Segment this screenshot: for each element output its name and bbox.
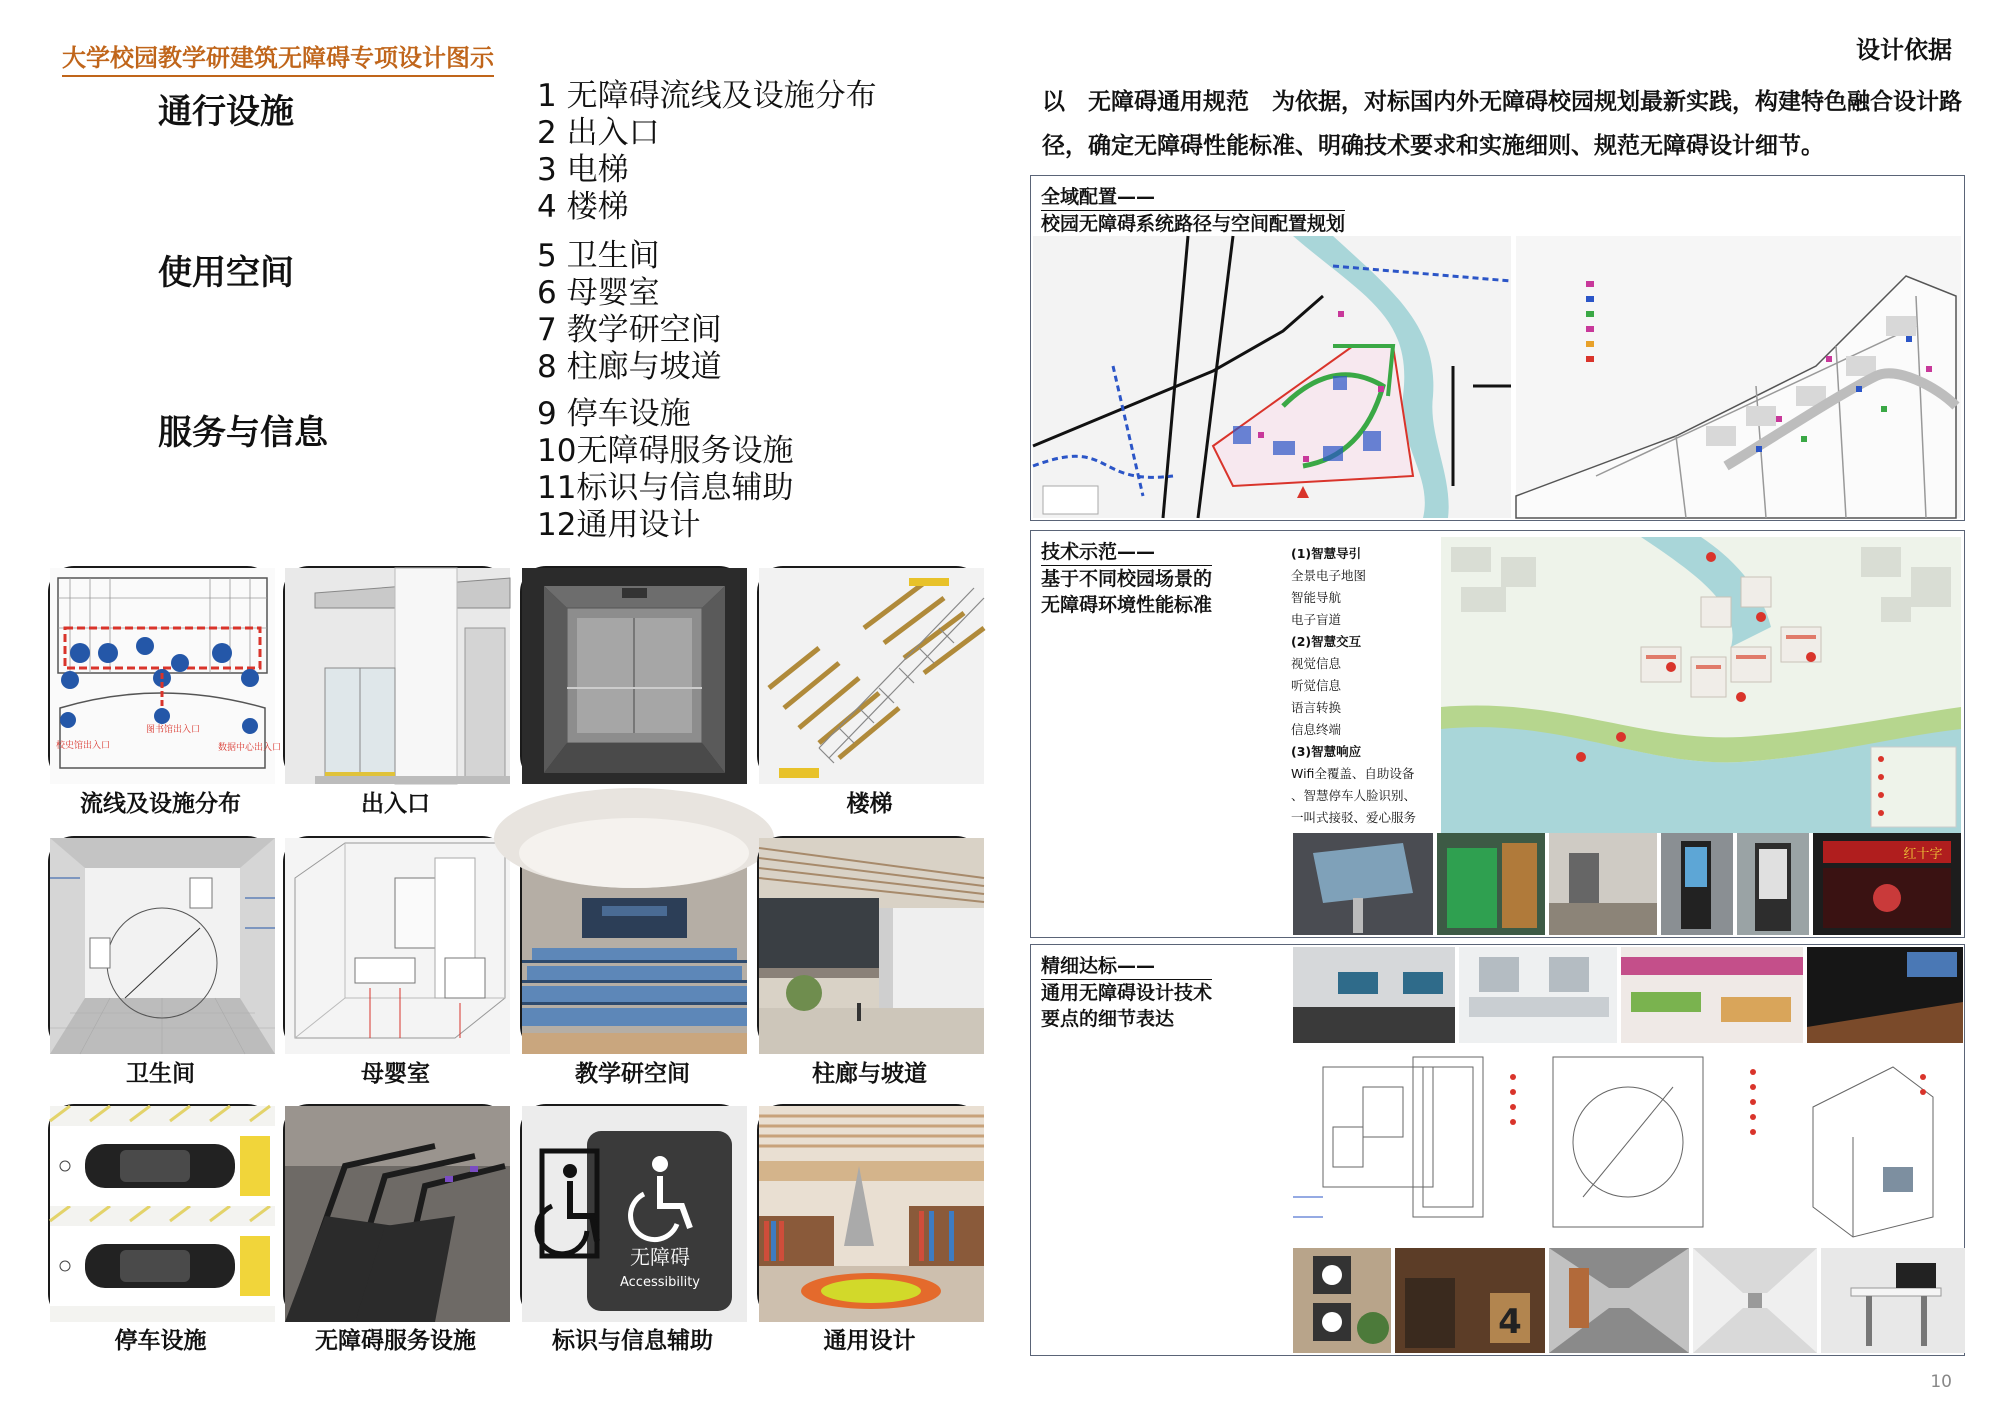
list-item: 5 卫生间 (537, 238, 660, 274)
panel-title-line: 技术示范—— (1041, 539, 1212, 566)
caption-wheelchair-service: 无障碍服务设施 (315, 1328, 476, 1354)
kiosk-photo (1293, 833, 1433, 935)
list-item: 7 教学研空间 (537, 312, 722, 348)
info-terminal-photo (1737, 833, 1809, 935)
feature-item: Wifi全覆盖、自助设备 (1291, 766, 1415, 781)
smart-campus-aerial-map (1441, 537, 1961, 833)
sign-text: 无障碍 (630, 1245, 690, 1269)
wheelchair-service-image (283, 1104, 508, 1320)
panel-title (1041, 953, 1212, 1032)
caption-accessibility-sign: 标识与信息辅助 (552, 1328, 713, 1354)
list-item: 9 停车设施 (537, 396, 691, 432)
caption-library: 通用设计 (823, 1328, 916, 1354)
elevator-image (520, 566, 745, 782)
list-item: 8 柱廊与坡道 (537, 349, 722, 385)
caption-stair: 楼梯 (846, 791, 893, 817)
caption-entrance: 出入口 (361, 791, 430, 817)
item-list-spaces (537, 238, 722, 386)
caption-nursing-room: 母婴室 (361, 1061, 430, 1087)
panel-title-line: 校园无障碍系统路径与空间配置规划 (1041, 213, 1346, 235)
page-title: 大学校园教学研建筑无障碍专项设计图示 (62, 38, 494, 77)
list-item: 3 电梯 (537, 152, 629, 188)
adjustable-desk-photo (1821, 1248, 1965, 1353)
parking-image (48, 1104, 273, 1320)
list-item: 2 出入口 (537, 115, 660, 151)
restroom-image (48, 836, 273, 1052)
panel-title (1041, 184, 1345, 237)
caption-parking: 停车设施 (114, 1328, 207, 1354)
campus-route-map (1033, 236, 1511, 518)
section-label: 设计依据 (1856, 36, 1952, 64)
feature-item: 智能导航 (1291, 590, 1342, 605)
panel-detail-standard (1030, 944, 1965, 1356)
sign-subtext: Accessibility (620, 1275, 700, 1290)
panel-title-line: 要点的细节表达 (1041, 1008, 1175, 1030)
intro-paragraph: 以 无障碍通用规范 为依据，对标国内外无障碍校园规划最新实践，构建特色融合设计路径，确定无障碍性能标准、明确技术要求和实施细则、规范无障碍设计细节。 (1042, 89, 1962, 159)
feature-heading: (1)智慧导引 (1291, 546, 1362, 561)
feature-item: 视觉信息 (1291, 656, 1342, 671)
feature-item: 一叫式接驳、爱心服务 (1291, 810, 1417, 825)
panel-global-config (1030, 175, 1965, 521)
caption-lecture-hall: 教学研空间 (575, 1061, 690, 1087)
nursing-room-image (283, 836, 508, 1052)
corridor-photo (1549, 1248, 1689, 1353)
floor-number-text: 4 (1498, 1302, 1522, 1342)
feature-item: 语言转换 (1291, 700, 1342, 715)
panel-title-line: 精细达标—— (1041, 953, 1212, 980)
feature-item: 电子盲道 (1291, 612, 1342, 627)
lobby-photo (1549, 833, 1657, 935)
panel-title-line: 基于不同校园场景的 (1041, 568, 1213, 590)
lecture-hall-image (520, 836, 745, 1052)
library-image (757, 1104, 982, 1320)
entrance-image (283, 566, 508, 782)
smart-device-photo-strip (1293, 833, 1961, 935)
feature-heading: (3)智慧响应 (1291, 744, 1362, 759)
hallway-photo (1693, 1248, 1817, 1353)
list-item: 12通用设计 (537, 507, 701, 543)
list-item: 1 无障碍流线及设施分布 (537, 78, 877, 114)
panel-title-line: 无障碍环境性能标准 (1041, 594, 1213, 616)
floor-number-photo (1395, 1248, 1545, 1353)
accessibility-sign-image (520, 1104, 745, 1320)
feature-item: 全景电子地图 (1291, 568, 1367, 583)
locker-photo (1437, 833, 1545, 935)
category-services: 服务与信息 (158, 413, 328, 453)
reading-room-photo (1621, 947, 1803, 1043)
feature-item: 、智慧停车人脸识别、 (1291, 788, 1417, 803)
list-item: 10无障碍服务设施 (537, 433, 794, 469)
panel-title-line: 通用无障碍设计技术 (1041, 982, 1213, 1004)
stair-image (757, 566, 982, 782)
lab-photo (1459, 947, 1617, 1043)
panel-title-line: 全域配置—— (1041, 184, 1345, 211)
page-number: 10 (1930, 1372, 1952, 1392)
caption-restroom: 卫生间 (126, 1061, 195, 1087)
caption-circulation: 流线及设施分布 (80, 791, 241, 817)
detail-drawings (1293, 1047, 1961, 1245)
list-item: 6 母婴室 (537, 275, 660, 311)
signage-photo-strip (1293, 1248, 1961, 1353)
smart-feature-list (1291, 543, 1416, 829)
classroom-photo (1293, 947, 1455, 1043)
feature-heading: (2)智慧交互 (1291, 634, 1362, 649)
interior-photo-strip (1293, 947, 1961, 1043)
map-label: 数据中心出入口 (218, 743, 282, 753)
category-spaces: 使用空间 (158, 253, 294, 293)
circulation-plan-image (48, 566, 282, 782)
red-cross-station-photo (1813, 833, 1961, 935)
digital-signage-photo (1661, 833, 1733, 935)
feature-item: 听觉信息 (1291, 678, 1342, 693)
list-item: 11标识与信息辅助 (537, 470, 794, 506)
feature-item: 信息终端 (1291, 722, 1342, 737)
campus-facility-map (1516, 236, 1961, 518)
colonnade-image (757, 836, 982, 1052)
map-label: 图书馆出入口 (146, 725, 201, 735)
item-list-services (537, 396, 793, 544)
red-cross-sign-text: 红十字 (1903, 847, 1943, 862)
map-label: 校史馆出入口 (56, 741, 111, 751)
category-circulation: 通行设施 (158, 92, 294, 132)
hearing-sign-photo (1293, 1248, 1391, 1353)
panel-title (1041, 539, 1212, 618)
caption-colonnade: 柱廊与坡道 (812, 1061, 927, 1087)
list-item: 4 楼梯 (537, 189, 629, 225)
stage-photo (1807, 947, 1963, 1043)
item-list-circulation (537, 78, 877, 226)
panel-tech-demo (1030, 530, 1965, 938)
